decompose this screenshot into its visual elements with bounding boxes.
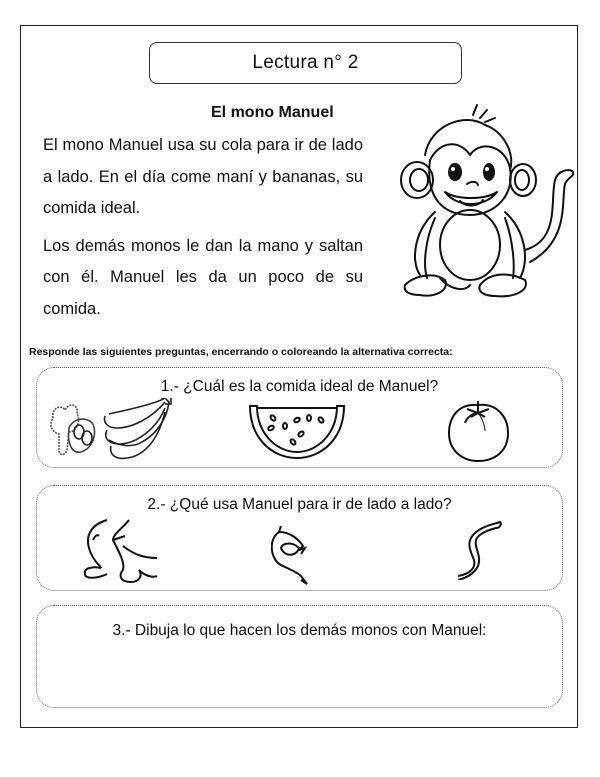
watermelon-icon[interactable]: [247, 402, 347, 462]
ear-icon[interactable]: [271, 526, 327, 586]
story-paragraph-2: Los demás monos le dan la mano y saltan con él. Manuel les da un poco de su comida.: [43, 236, 363, 318]
reading-title-box: [149, 42, 462, 84]
monkey-illustration: [385, 100, 585, 305]
question-1-box: [36, 367, 563, 468]
feet-icon[interactable]: [79, 518, 159, 584]
question-1-text: 1.- ¿Cuál es la comida ideal de Manuel?: [160, 378, 439, 395]
peanuts-and-bananas-icon[interactable]: [47, 398, 172, 462]
story-text: [43, 130, 363, 331]
tomato-icon[interactable]: [445, 399, 511, 463]
story-paragraph-1: El mono Manuel usa su cola para ir de lado a lado. En el día come maní y bananas, su comida ideal.: [43, 136, 363, 217]
question-3-text: 3.- Dibuja lo que hacen los demás monos con Manuel:: [112, 622, 487, 639]
question-3-box: [36, 605, 563, 708]
question-2-text: 2.- ¿Qué usa Manuel para ir de lado a lado?: [147, 496, 452, 513]
instruction-text: Responde las siguientes preguntas, encerrando o coloreando la alternativa correcta:: [29, 346, 453, 358]
story-title: El mono Manuel: [211, 104, 334, 121]
tail-icon[interactable]: [454, 520, 504, 580]
drawing-area[interactable]: [57, 646, 542, 697]
question-2-box: [36, 485, 563, 591]
reading-title: Lectura n° 2: [252, 52, 359, 73]
